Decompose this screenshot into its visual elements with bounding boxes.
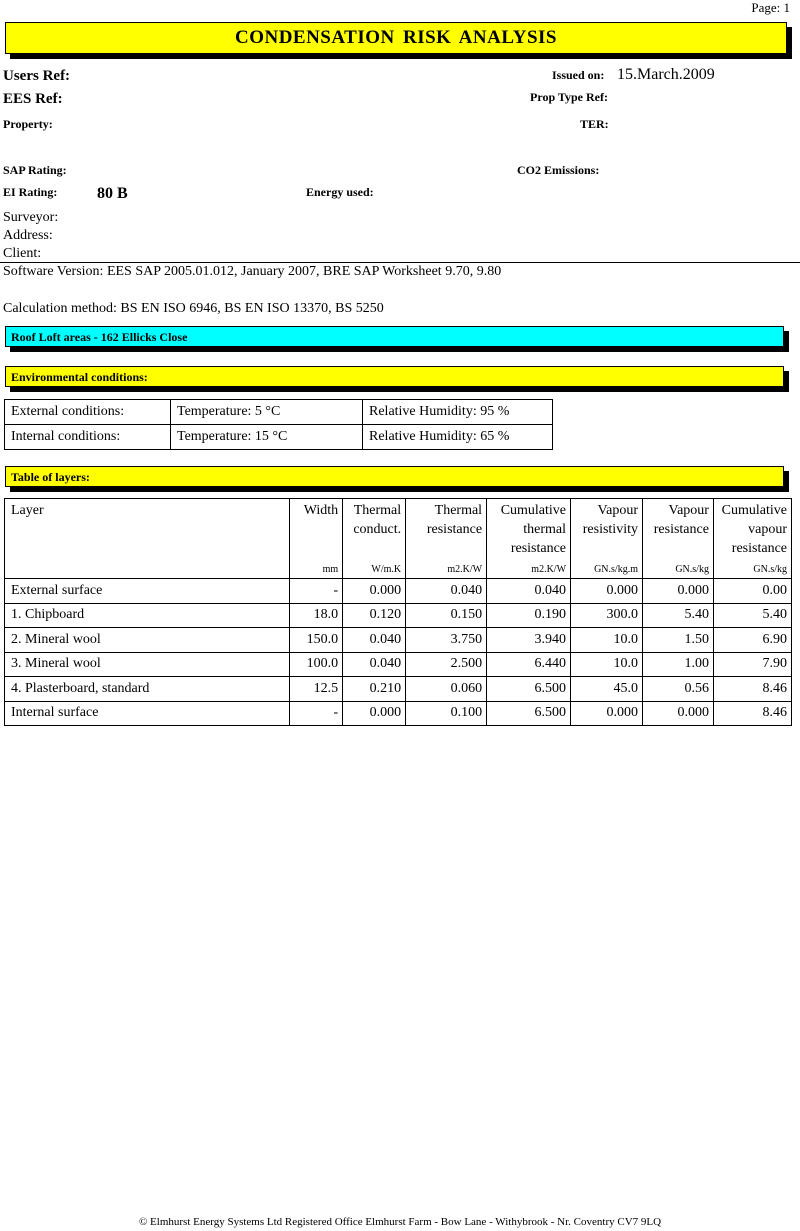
property-label: Property: [3, 117, 53, 131]
cumulative-vapour-resistance-cell: 7.90 [713, 652, 791, 677]
layer-name-cell: Internal surface [5, 701, 290, 726]
document-title: CONDENSATION RISK ANALYSIS [5, 22, 787, 54]
users-ref-label: Users Ref: [3, 68, 71, 84]
environment-section-banner: Environmental conditions: [5, 366, 784, 387]
address-label: Address: [3, 228, 53, 243]
layer-name-cell: 1. Chipboard [5, 603, 290, 628]
cumulative-vapour-resistance-cell: 8.46 [713, 701, 791, 726]
layers-section-banner: Table of layers: [5, 466, 784, 487]
vapour-resistance-cell: 5.40 [642, 603, 713, 628]
thermal-conduct-cell: 0.000 [343, 579, 406, 604]
env-temperature-cell: Temperature: 5 °C [171, 400, 363, 425]
cumulative-thermal-resistance-cell: 3.940 [487, 628, 571, 653]
vapour-resistivity-cell: 0.000 [571, 579, 643, 604]
table-row [5, 701, 792, 726]
col-header-thermal-conduct: Thermal conduct. W/m.K [343, 499, 406, 579]
layer-name-cell: 3. Mineral wool [5, 652, 290, 677]
vapour-resistance-cell: 0.000 [642, 579, 713, 604]
table-row [5, 400, 553, 425]
layer-name-cell: 2. Mineral wool [5, 628, 290, 653]
vapour-resistance-cell: 1.00 [642, 652, 713, 677]
thermal-conduct-cell: 0.120 [343, 603, 406, 628]
layers-table [4, 498, 792, 726]
col-header-width: Width mm [290, 499, 343, 579]
footer-copyright: © Elmhurst Energy Systems Ltd Registered Office Elmhurst Farm - Bow Lane - Withybrook - Nr. Coventry CV7 9LQ [138, 1216, 662, 1228]
thermal-resistance-cell: 0.150 [406, 603, 487, 628]
page-number: Page: 1 [751, 0, 790, 15]
thermal-conduct-cell: 0.040 [343, 628, 406, 653]
table-row [5, 425, 553, 450]
thermal-resistance-cell: 2.500 [406, 652, 487, 677]
table-row [5, 579, 792, 604]
cumulative-vapour-resistance-cell: 5.40 [713, 603, 791, 628]
layer-name-cell: External surface [5, 579, 290, 604]
vapour-resistivity-cell: 45.0 [571, 677, 643, 702]
width-cell: - [290, 579, 343, 604]
software-version: Software Version: EES SAP 2005.01.012, January 2007, BRE SAP Worksheet 9.70, 9.80 [3, 264, 502, 279]
width-cell: 150.0 [290, 628, 343, 653]
env-label-cell: Internal conditions: [5, 425, 171, 450]
vapour-resistance-cell: 0.000 [642, 701, 713, 726]
thermal-conduct-cell: 0.210 [343, 677, 406, 702]
co2-emissions-label: CO2 Emissions: [517, 163, 600, 177]
vapour-resistivity-cell: 10.0 [571, 652, 643, 677]
table-header-row [5, 499, 792, 579]
width-cell: - [290, 701, 343, 726]
ees-ref-label: EES Ref: [3, 91, 63, 107]
cumulative-thermal-resistance-cell: 6.440 [487, 652, 571, 677]
vapour-resistance-cell: 0.56 [642, 677, 713, 702]
col-header-cumulative-thermal-resistance: Cumulative thermal resistance m2.K/W [487, 499, 571, 579]
env-humidity-cell: Relative Humidity: 95 % [363, 400, 553, 425]
table-row [5, 603, 792, 628]
ei-rating-value: 80 B [97, 185, 128, 202]
vapour-resistivity-cell: 0.000 [571, 701, 643, 726]
roof-section-banner: Roof Loft areas - 162 Ellicks Close [5, 326, 784, 347]
thermal-resistance-cell: 3.750 [406, 628, 487, 653]
thermal-resistance-cell: 0.040 [406, 579, 487, 604]
thermal-resistance-cell: 0.100 [406, 701, 487, 726]
thermal-conduct-cell: 0.040 [343, 652, 406, 677]
col-header-layer: Layer [5, 499, 290, 579]
header-divider [0, 262, 800, 263]
environment-table [4, 399, 553, 450]
layers-table-body [5, 579, 792, 726]
width-cell: 18.0 [290, 603, 343, 628]
cumulative-vapour-resistance-cell: 0.00 [713, 579, 791, 604]
width-cell: 12.5 [290, 677, 343, 702]
sap-rating-label: SAP Rating: [3, 163, 67, 177]
vapour-resistance-cell: 1.50 [642, 628, 713, 653]
issued-on-label: Issued on: [552, 68, 605, 82]
ei-rating-label: EI Rating: [3, 185, 58, 199]
cumulative-thermal-resistance-cell: 0.040 [487, 579, 571, 604]
cumulative-thermal-resistance-cell: 6.500 [487, 701, 571, 726]
col-header-vapour-resistivity: Vapour resistivity GN.s/kg.m [571, 499, 643, 579]
cumulative-thermal-resistance-cell: 6.500 [487, 677, 571, 702]
cumulative-vapour-resistance-cell: 8.46 [713, 677, 791, 702]
table-row [5, 628, 792, 653]
vapour-resistivity-cell: 10.0 [571, 628, 643, 653]
env-label-cell: External conditions: [5, 400, 171, 425]
col-header-cumulative-vapour-resistance: Cumulative vapour resistance GN.s/kg [713, 499, 791, 579]
surveyor-label: Surveyor: [3, 210, 59, 225]
client-label: Client: [3, 246, 42, 261]
calculation-method: Calculation method: BS EN ISO 6946, BS EN ISO 13370, BS 5250 [3, 301, 384, 316]
col-header-thermal-resistance: Thermal resistance m2.K/W [406, 499, 487, 579]
table-row [5, 652, 792, 677]
env-temperature-cell: Temperature: 15 °C [171, 425, 363, 450]
thermal-resistance-cell: 0.060 [406, 677, 487, 702]
cumulative-thermal-resistance-cell: 0.190 [487, 603, 571, 628]
layer-name-cell: 4. Plasterboard, standard [5, 677, 290, 702]
vapour-resistivity-cell: 300.0 [571, 603, 643, 628]
width-cell: 100.0 [290, 652, 343, 677]
prop-type-label: Prop Type Ref: [530, 90, 608, 104]
env-humidity-cell: Relative Humidity: 65 % [363, 425, 553, 450]
issued-on-value: 15.March.2009 [617, 66, 715, 83]
energy-used-label: Energy used: [306, 185, 374, 199]
thermal-conduct-cell: 0.000 [343, 701, 406, 726]
col-header-vapour-resistance: Vapour resistance GN.s/kg [642, 499, 713, 579]
ter-label: TER: [580, 117, 609, 131]
table-row [5, 677, 792, 702]
cumulative-vapour-resistance-cell: 6.90 [713, 628, 791, 653]
